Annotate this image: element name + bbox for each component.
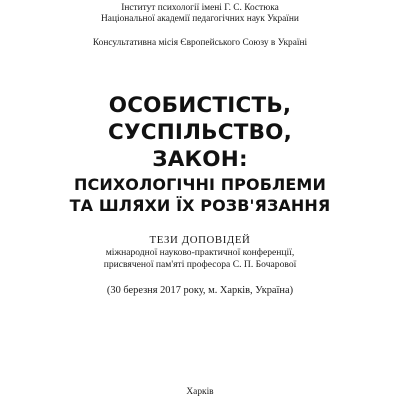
date-place: (30 березня 2017 року, м. Харків, Україна) — [106, 285, 294, 296]
subtitle-line-1: ПСИХОЛОГІЧНІ ПРОБЛЕМИ — [74, 175, 326, 194]
conference-line-1: міжнародної науково-практичної конференції, — [105, 247, 295, 258]
title-line-3: ЗАКОН: — [152, 147, 248, 172]
title-line-2: СУСПІЛЬСТВО, — [107, 120, 293, 145]
institution-line-2: Національної академії педагогічних наук України — [101, 14, 299, 24]
institution-line-1: Інститут психології імені Г. С. Костюка — [121, 3, 279, 13]
city-label: Харків — [186, 387, 214, 397]
abstracts-label: ТЕЗИ ДОПОВІДЕЙ — [149, 234, 251, 246]
conference-line-2: присвяченої пам'яті професора С. П. Бочарової — [103, 259, 297, 270]
title-line-1: ОСОБИСТІСТЬ, — [108, 93, 292, 118]
mission-line: Консультативна місія Європейського Союзу в Україні — [92, 38, 308, 48]
subtitle-line-2: ТА ШЛЯХИ ЇХ РОЗВ'ЯЗАННЯ — [69, 196, 331, 215]
